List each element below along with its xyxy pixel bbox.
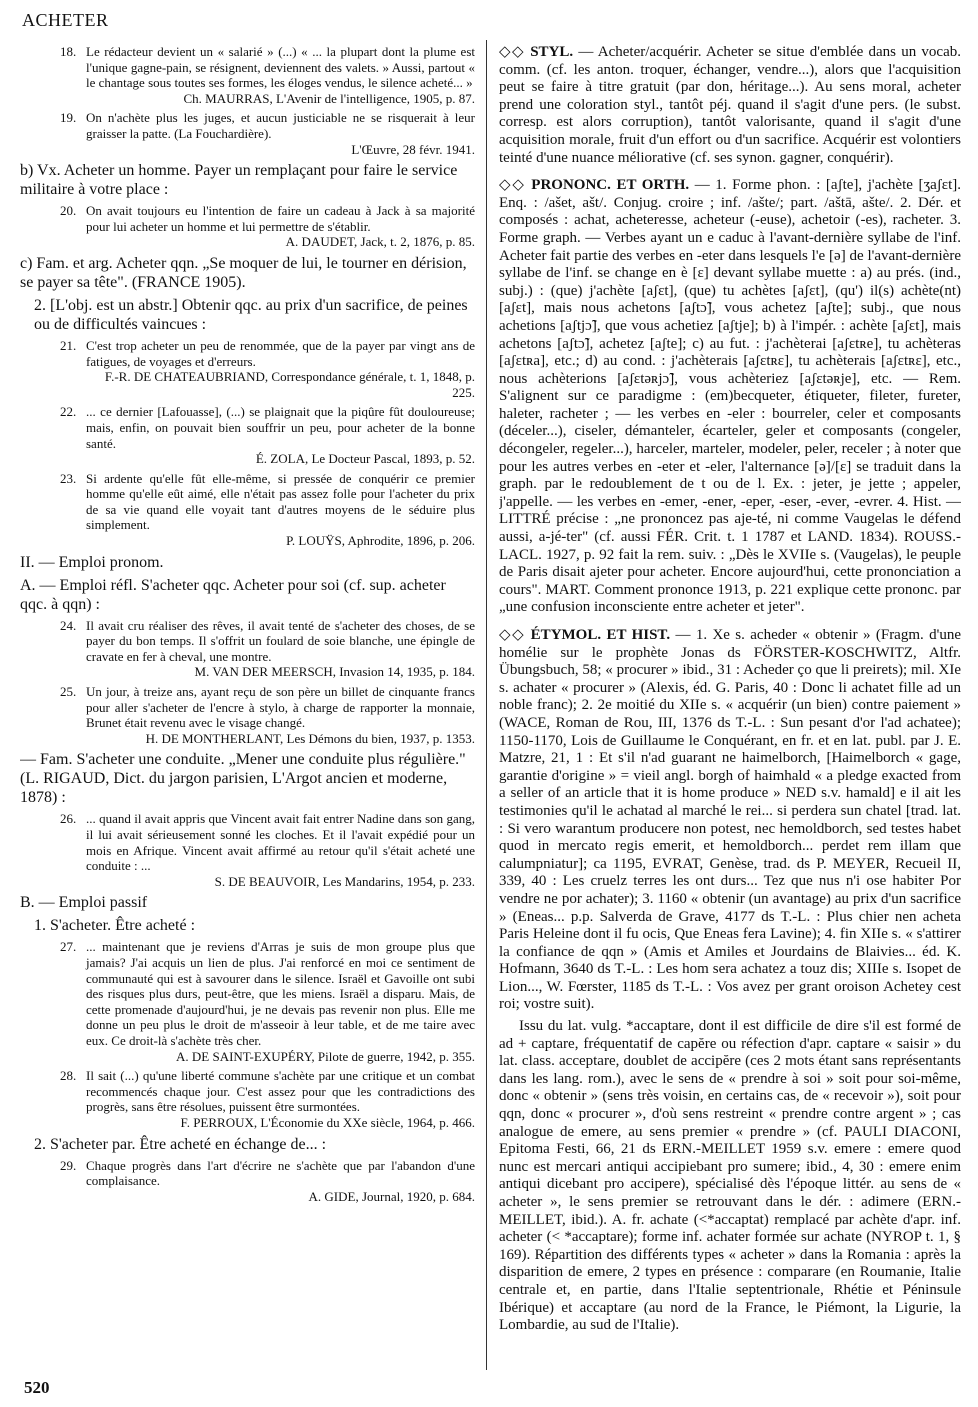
- example-number: 21.: [60, 337, 77, 353]
- example-27: [60, 939, 475, 1064]
- section-heading-a: A. — Emploi réfl. S'acheter qqc. Acheter pour soi (cf. sup. acheter qqc. à qqn) :: [20, 576, 446, 613]
- example-28: [60, 1068, 475, 1130]
- example-text: ... maintenant que je reviens d'Arras je suis de mon groupe plus que jamais? J'ai acquis un lien de plus. J'ai renforcé en moi ce sentiment de communauté qui est à savourer dans le silence. Israël et Gavoille ont subi des risques plus durs, peut-être, que les miens. Israël a disparu. Mais, de cette promenade d'aujourd'hui, je ne devais pas revenir non plus. Elle me donne un peu plus le droit de m'asseoir à leur table, et de me taire avec eux. Ce droit-là s'achète très cher.: [86, 939, 475, 1048]
- example-number: 22.: [60, 404, 77, 420]
- example-text: Il sait (...) qu'une liberté commune s'achète par une critique et un combat recommencés chaque jour. C'est assez pour que les contradictions des progrès, sans être résolues, puissent être surmontées.: [86, 1068, 475, 1115]
- example-text: On avait toujours eu l'intention de faire un cadeau à Jack à sa majorité pour lui acheter un homme et lui permettre de s'établir.: [86, 203, 475, 234]
- example-source: A. DE SAINT-EXUPÉRY, Pilote de guerre, 1942, p. 355.: [176, 1048, 475, 1064]
- section-label: ◇◇ PRONONC. ET ORTH.: [499, 177, 690, 194]
- running-head: ACHETER: [22, 10, 109, 30]
- example-number: 18.: [60, 44, 77, 59]
- example-number: 27.: [60, 939, 77, 955]
- example-number: 28.: [60, 1068, 77, 1084]
- example-source: Ch. MAURRAS, L'Avenir de l'intelligence, 1905, p. 87.: [183, 90, 475, 106]
- example-number: 23.: [60, 470, 77, 486]
- section-heading-b: B. — Emploi passif: [20, 894, 148, 912]
- section-prononc: [499, 177, 961, 617]
- section-text: — Acheter/acquérir. Acheter se situe d'emblée dans un vocab. comm. (cf. les anton. troquer, échanger, vendre...), alors que l'acquisition peut se faire à titre gratuit (par don, héritage...). Au sens moral, acheter prend une coloration styl., tantôt péj. quand il s'agit d'une pers. (le subst. corresp. est alors corruption), tantôt valorisante, quand il s'agit d'une acquisition morale, fruit d'un effort ou d'un sacrifice. Acquérir est volontiers teinté d'une nuance méliorative (cf. ses synon. gagner, conquérir).: [499, 44, 961, 166]
- example-source: É. ZOLA, Le Docteur Pascal, 1893, p. 52.: [255, 451, 475, 467]
- example-20: [60, 203, 475, 250]
- example-source: A. DAUDET, Jack, t. 2, 1876, p. 85.: [285, 234, 475, 250]
- example-source: M. VAN DER MEERSCH, Invasion 14, 1935, p. 184.: [194, 664, 475, 680]
- example-text: Chaque progrès dans l'art d'écrire ne s'achète que par l'abandon d'une complaisance.: [86, 1157, 475, 1189]
- example-text: Si ardente qu'elle fût elle-même, si pressée de conquérir ce premier homme qu'elle eût aimé, elle n'était pas assez folle pour l'acheter du prix de sa vie quand elle voyait tant d'autres moyens de le séduire plus simplement.: [86, 470, 475, 533]
- example-number: 20.: [60, 203, 77, 219]
- page-number: 520: [24, 1378, 50, 1397]
- example-text: C'est trop acheter un peu de renommée, que de la payer par vingt ans de fatigues, de voyages et d'erreurs.: [86, 337, 475, 369]
- section-label: ◇◇ STYL.: [499, 44, 574, 60]
- example-source: F.-R. DE CHATEAUBRIAND, Correspondance générale, t. 1, 1848, p. 225.: [104, 369, 475, 400]
- right-column: [499, 44, 961, 1384]
- sense-heading-fam: — Fam. S'acheter une conduite. „Mener une conduite plus régulière." (L. RIGAUD, Dict. du jargon parisien, L'Argot ancien et moderne, 1878) :: [20, 751, 466, 807]
- section-label: ◇◇ ÉTYMOL. ET HIST.: [499, 627, 671, 643]
- example-source: S. DE BEAUVOIR, Les Mandarins, 1954, p. 233.: [214, 873, 475, 889]
- example-source: H. DE MONTHERLANT, Les Démons du bien, 1937, p. 1353.: [145, 730, 475, 746]
- example-source: L'Œuvre, 28 févr. 1941.: [351, 141, 475, 157]
- section-styl: [499, 44, 961, 167]
- example-text: On n'achète plus les juges, et aucun justiciable ne se risquerait à leur graisser la patte. (La Fouchardière).: [86, 110, 475, 141]
- sense-heading-1: 1. S'acheter. Être acheté :: [34, 917, 196, 935]
- section-subparagraph: Issu du lat. vulg. *accaptare, dont il est difficile de dire s'il est formé de ad + captare, fréquentatif de capĕre ou réfection d'apr. captare « saisir » du lat. class. acceptare, doublet de accipĕre (ces 2 mots étant sans représentants dans les lang. rom.), avec le sens de « prendre à soi » soit pour soi-même, donc « obtenir » (sens très voisin, en certains cas, de « recevoir »), soit pour qqn, donc « procurer », d'où sens restreint « prendre contre argent » ; cas analogue de emere, au sens premier « prendre » (cf. PAULI DIACONI, Epitoma Festi, 66, 21 ds ERN.-MEILLET 1959 s.v. emere : emere quod nunc est mercari antiqui accipiebant pro sumere; ibid., 4, 30 : emere enim antiqui dicebant pro accipere), spécialisé dès l'époque littér. au sens de « acheter », le sens premier se retrouvant dans le dér. : adimere (ERN.-MEILLET, ibid.). A. fr. achate (<*accaptat) remplacé par achète d'apr. inf. acheter (< *accaptare); forme inf. achater formée sur achate (NYROP t. 1, § 169). Répartition des différents types « acheter » dans la Romania : après la disparition de emere, 2 types en présence : comparare (en Roumanie, Italie centrale et, en partie, dans l'Italie septentrionale, Rhétie et Péninsule Ibérique) et accaptare (au nord de la France, le Piémont, la Ligurie, la Lombardie, au sud de l'Italie).: [499, 1018, 961, 1334]
- example-18: [60, 44, 475, 106]
- example-19: [60, 110, 475, 157]
- left-column: [20, 44, 475, 1364]
- example-text: Un jour, à treize ans, ayant reçu de son père un billet de cinquante francs pour aller s'acheter de l'encre à stylo, à charge de rapporter la monnaie, Brunet était revenu avec le visage changé.: [86, 684, 475, 731]
- example-24: [60, 618, 475, 680]
- example-source: F. PERROUX, L'Économie du XXe siècle, 1964, p. 466.: [180, 1114, 475, 1130]
- example-number: 24.: [60, 617, 77, 633]
- example-25: [60, 684, 475, 746]
- example-text: Il avait cru réaliser des rêves, il avait tenté de s'acheter des choses, de se payer du bon temps. Il s'offrit un foulard de soie blanche, une épingle de cravate en fer à cheval, une montre.: [86, 617, 475, 664]
- example-source: P. LOUŸS, Aphrodite, 1896, p. 206.: [286, 533, 475, 549]
- example-22: [60, 404, 475, 466]
- example-21: [60, 338, 475, 400]
- example-text: Le rédacteur devient un « salarié » (...) « ... la plupart dont la plume est l'unique gagne-pain, se résignent, deviennent des valets. » Aussi, partout « le chantage sous toutes ses formes, les éloges vendus, le silence acheté... »: [86, 44, 475, 91]
- example-29: [60, 1158, 475, 1205]
- example-source: A. GIDE, Journal, 1920, p. 684.: [308, 1188, 475, 1204]
- sense-heading-2-passive: 2. S'acheter par. Être acheté en échange de... :: [34, 1135, 327, 1153]
- example-26: [60, 811, 475, 889]
- example-text: ... ce dernier [Lafouasse], (...) se plaignait que la piqûre fût douloureuse; mais, enfin, on pouvait bien souffrir un peu, pour acheter de la bonne santé.: [86, 404, 475, 451]
- example-number: 19.: [60, 110, 77, 126]
- sense-heading-2: 2. [L'obj. est un abstr.] Obtenir qqc. au prix d'un sacrifice, de peines ou de difficultés vaincues :: [34, 296, 468, 333]
- example-number: 29.: [60, 1157, 77, 1173]
- sense-heading-b: b) Vx. Acheter un homme. Payer un remplaçant pour faire le service militaire à votre place :: [20, 162, 458, 199]
- section-text: — 1. Forme phon. : [aʃte], j'achète [ʒaʃɛt]. Enq. : /ašet, ašt/. Conjug. croire ; inf. /ašte/; part. /aštā, ašte/. 2. Dér. et composés : achat, acheteresse, acheteur (-euse), achetoir (-es), racheter. 3. Forme graph. — Verbes ayant un e caduc à l'avant-dernière syllabe de l'inf. Acheter fait partie des verbes en -eter dans lesquels l'e [ə] de l'avant-dernière syllabe de l'inf. se change en è [ɛ] devant syllabe muette : a) au prés. (ind., subj.) : (que) j'achète [aʃɛt], (que) tu achètes [aʃɛt], (qu') il(s) achète(nt) [aʃɛt], mais nous achetons [aʃtɔ̃], vous achetez [aʃte]; subj., que nous achetions [aʃtjɔ̃], que vous achetiez [aʃtje]; b) à l'impér. : achète [aʃɛt], mais achetons [aʃtɔ̃], achetez [aʃte]; c) au fut. : j'achèterai [aʃɛtʀe], tu achèteras [aʃɛtʀa], etc.; d) au cond. : j'achèterais [aʃɛtʀɛ], tu achèterais [aʃɛtʀɛ], etc., nous achèterions [aʃɛtəʀjɔ̃], vous achèteriez [aʃɛtəʀje], etc. — Rem. S'alignent sur ce paradigme : (em)becqueter, étiqueter, fileter, fureter, haleter, racheter ; — les verbes en -eler : bourreler, celer et composants (déceler...), ciseler, démanteler, écarteler, geler et composants (congeler, décongeler, regeler...), harceler, marteler, modeler, peler, receler ; à noter que pour les autres verbes en -eter et -eler, l'alternance [ə]/[ɛ] se traduit dans la graph. par le redoublement de t ou de l. Ex. : jeter, je jette ; appeler, j'appelle. — les verbes en -emer, -ener, -eper, -eser, -ever, -evrer. 4. Hist. — LITTRÉ précise : „ne prononcez pas aje-té, ni comme Vaugelas le défend aussi, a-jé-ter" (cf. aussi FÉR. Crit. t. 1 1787 et LAND. 1834). ROUSS.-LACL. 1927, p. 92 fait la rem. suiv. : „Dès le XVIIe s. (Vaugelas), le peuple de Paris disait ajeter pour acheter. Encore aujourd'hui, cette prononciation a cours". MART. Comment prononce 1913, p. 221 explique cette prononc. par „une confusion inconsciente entre acheter et jeter".: [499, 177, 961, 616]
- section-etymol: [499, 627, 961, 1335]
- example-number: 26.: [60, 811, 77, 827]
- sense-heading-c: c) Fam. et arg. Acheter qqn. „Se moquer de lui, le tourner en dérision, se payer sa tête". (FRANCE 1905).: [20, 254, 467, 291]
- column-divider: [486, 40, 487, 1370]
- example-text: ... quand il avait appris que Vincent avait fait entrer Nadine dans son gang, il lui avait sérieusement sonné les cloches. Et il l'avait expédié pour un mois en Afrique. Vincent avait affirmé au retour qu'il s'était acheté une conduite : ...: [86, 811, 475, 874]
- example-23: [60, 471, 475, 549]
- section-text: — 1. Xe s. acheder « obtenir » (Fragm. d'une homélie sur le prophète Jonas ds FÖRSTER-KOSCHWITZ, Altfr. Übungsbuch, 58; « procurer » ibid., 31 : Acheder ço que li preirets); mil. XIe s. achater « procurer » (Alexis, éd. G. Paris, 40 : Donc li achatet fille ad un noble franc); 2. 2e moitié du XIIe s. « acquérir (un bien) contre paiement » (WACE, Roman de Rou, III, 1376 ds T.-L. : Sun pesant d'or l'ad achatee); 1150-1170, Lois de Guillaume le Conquérant, en fr. et en lat. publ. par J. E. Matzre, 21, 1 : Et s'il n'ad guarant ne haimelborch, [Haimelborch « gage, garantie d'origine » = vieil angl. borgh of haimhald « a pledge exacted from a seller of an article that it is home produce » NED s.v. hamald] e il ait les testimonies qu'il le achatad al marché le rei... si perdera sun chatel [trad. lat. : Si vero warantum producere non potest, nec hemoldborch, sed testes habet quod in mercato regis emerit, et hemoldborch... perdet rem illam que calumpniatur]; ca 1195, EVRAT, Genèse, trad. ds P. MEYER, Recueil II, 339, 40 : Les cruelz terres les ont durs... Tez que nus n'i ose habiter Por vendre ne por achater); 3. 1160 « obtenir (un avantage) au prix d'un sacrifice » (Eneas... p.p. Salverda de Grave, 4177 ds T.-L. : Plus chier nen acheta Paris Heleine dont il fu ocis, Que Eneas fera Lavine); 4. fin XIIe s. « s'attirer la confiance de qqn » (Amis et Amiles et Jourdains de Blaivies... éd. K. Hofmann, 3640 ds T.-L. : Les hom sera achatez a touz dis; XIIIe s. Isopet de Lion..., W. Fœrster, 1185 ds T.-L. : Vos avez per grant oroison Achetey cest roi; vostre suit).: [499, 627, 961, 1013]
- section-heading-ii: II. — Emploi pronom.: [20, 553, 164, 571]
- example-number: 25.: [60, 684, 77, 700]
